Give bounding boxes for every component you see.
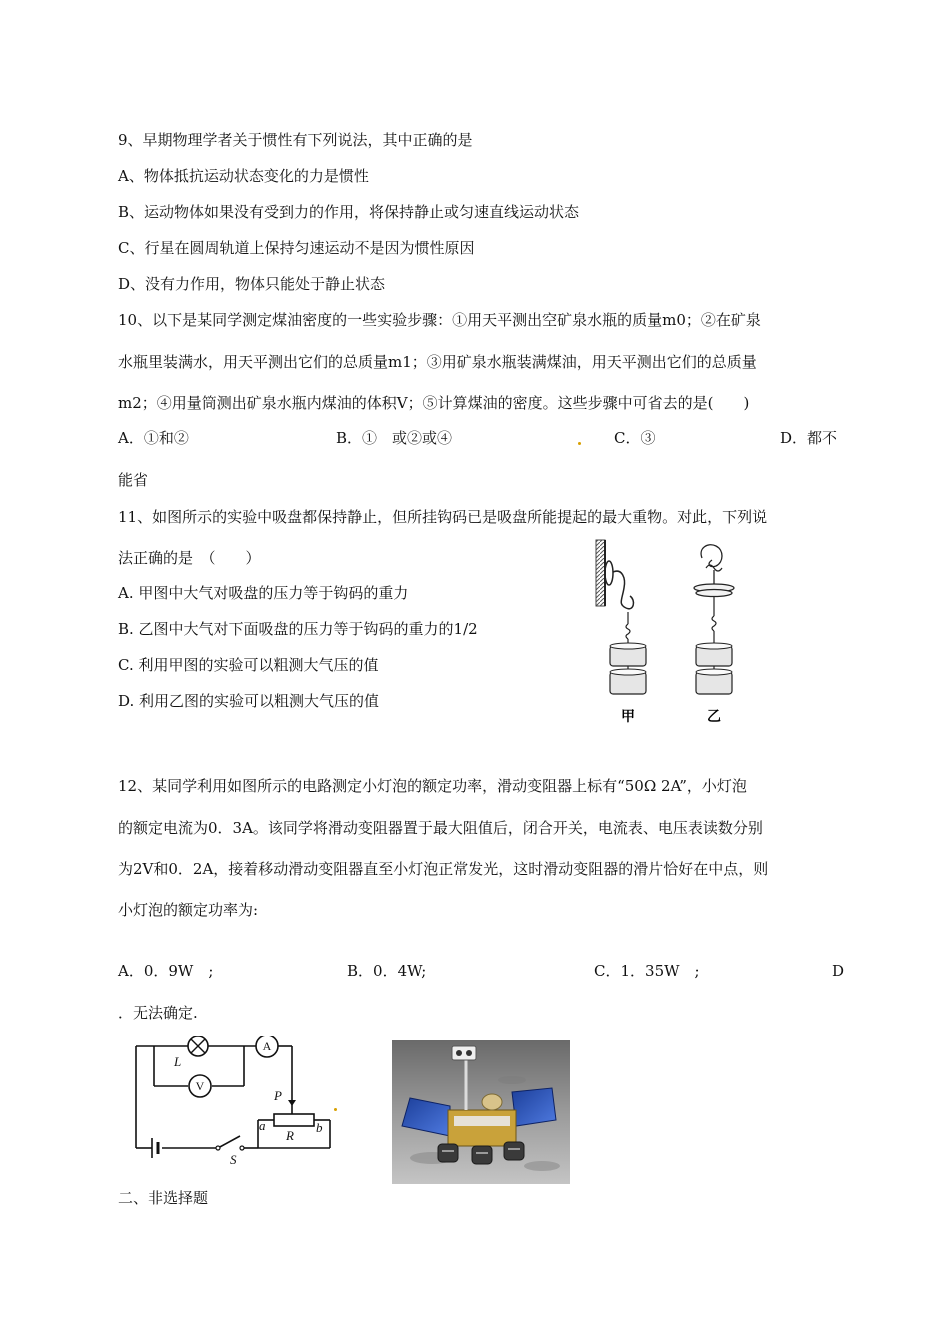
q10-option-d-continued: 能省 <box>118 471 149 489</box>
stray-dot <box>334 1108 337 1111</box>
q10-option-b: B．① 或②或④ <box>336 429 453 447</box>
circuit-diagram <box>122 1036 348 1168</box>
q10-stem-line-1: 10、以下是某同学测定煤油密度的一些实验步骤：①用天平测出空矿泉水瓶的质量m0；②在矿泉 <box>118 311 761 329</box>
q11-stem-line-2: 法正确的是 （ ） <box>118 549 261 567</box>
q10-stem-line-2: 水瓶里装满水，用天平测出它们的总质量m1；③用矿泉水瓶装满煤油，用天平测出它们的总质量 <box>118 353 757 371</box>
q10-option-c: C．③ <box>614 429 656 447</box>
q12-option-c: C．1．35W ; <box>594 962 700 980</box>
q9-option-b: B、运动物体如果没有受到力的作用，将保持静止或匀速直线运动状态 <box>118 203 580 221</box>
lamp-symbol <box>188 1036 208 1056</box>
label-switch: S <box>230 1152 237 1167</box>
figure-label-right: 乙 <box>707 709 721 725</box>
q12-stem-line-1: 12、某同学利用如图所示的电路测定小灯泡的额定功率，滑动变阻器上标有“50Ω 2A”，小灯泡 <box>118 777 747 795</box>
q10-option-a: A．①和② <box>118 429 189 447</box>
q9-option-d: D、没有力作用，物体只能处于静止状态 <box>118 275 386 293</box>
lunar-rover-image <box>392 1040 570 1184</box>
q9-option-a: A、物体抵抗运动状态变化的力是惯性 <box>118 167 369 185</box>
stray-dot <box>578 442 581 445</box>
q11-stem-line-1: 11、如图所示的实验中吸盘都保持静止，但所挂钩码已是吸盘所能提起的最大重物。对此，下列说 <box>118 508 768 526</box>
q12-stem-line-3: 为2V和0．2A，接着移动滑动变阻器直至小灯泡正常发光，这时滑动变阻器的滑片恰好在中点，则 <box>118 860 769 878</box>
label-resistor: R <box>286 1128 294 1143</box>
label-lamp: L <box>174 1054 182 1069</box>
section-title: 二、非选择题 <box>118 1189 209 1207</box>
right-apparatus <box>694 545 734 694</box>
q12-stem-line-2: 的额定电流为0．3A。该同学将滑动变阻器置于最大阻值后，闭合开关，电流表、电压表读数分别 <box>118 819 763 837</box>
q11-option-d: D. 利用乙图的实验可以粗测大气压的值 <box>118 692 380 710</box>
figure-label-left: 甲 <box>621 709 635 725</box>
q10-option-d: D．都不 <box>780 429 838 447</box>
q10-stem-line-3: m2；④用量筒测出矿泉水瓶内煤油的体积V；⑤计算煤油的密度。这些步骤中可省去的是( ) <box>118 394 750 412</box>
q9-stem: 9、早期物理学者关于惯性有下列说法，其中正确的是 <box>118 131 473 149</box>
q12-option-d: D <box>832 962 845 980</box>
label-end-a: a <box>259 1118 266 1133</box>
label-end-b: b <box>316 1120 323 1135</box>
q12-option-a: A．0．9W ; <box>118 962 214 980</box>
label-slider: P <box>274 1088 282 1103</box>
label-voltmeter: V <box>195 1079 205 1093</box>
q12-stem-line-4: 小灯泡的额定功率为: <box>118 901 259 919</box>
q12-option-b: B．0．4W; <box>347 962 427 980</box>
suction-cup-figure <box>588 538 758 726</box>
q9-option-c: C、行星在圆周轨道上保持匀速运动不是因为惯性原因 <box>118 239 475 257</box>
q11-option-a: A. 甲图中大气对吸盘的压力等于钩码的重力 <box>118 584 409 602</box>
q11-option-b: B. 乙图中大气对下面吸盘的压力等于钩码的重力的1/2 <box>118 620 478 638</box>
q11-option-c: C. 利用甲图的实验可以粗测大气压的值 <box>118 656 379 674</box>
label-ammeter: A <box>262 1039 272 1053</box>
q12-option-d-continued: ．无法确定. <box>118 1004 198 1022</box>
left-apparatus <box>596 540 646 694</box>
